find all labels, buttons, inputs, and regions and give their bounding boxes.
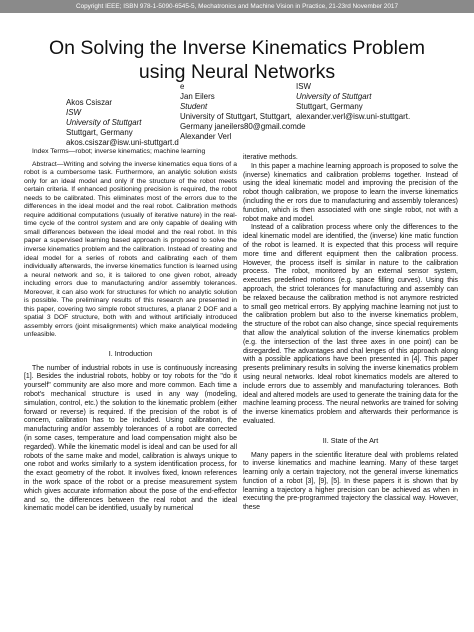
author-fragment: e	[180, 82, 185, 91]
author-location: Stuttgart, Germany	[296, 102, 363, 111]
author-email: akos.csiszar@isw.uni-stuttgart.d	[66, 138, 179, 147]
author-university: University of Stuttgart, Stuttgart,	[180, 112, 292, 121]
author-affiliation: ISW	[66, 108, 81, 117]
left-column	[24, 148, 237, 514]
body-paragraph: Many papers in the scientific literature deal with problems related to inverse kinematics and machine learning. Many of these target learning only a certain trajectory, not the general inverse kinematics function of a robot [3], [9], [5]. In these papers it is shown that by learning a trajectory a higher precision can be achieved as when in executing the pre-programmed trajectory the classical way. However, these	[243, 451, 458, 512]
author-name: Alexander Verl	[180, 132, 232, 141]
section-heading-state-of-the-art: II. State of the Art	[322, 435, 379, 445]
paper-title	[20, 36, 454, 84]
copyright-banner	[0, 0, 474, 13]
author-university: University of Stuttgart	[296, 92, 372, 101]
body-paragraph: Instead of a calibration process where only the differences to the ideal kinematic model are identified, the (inverse) kine matic function of the robot is learned. It is expected that this process will require more time and different equipment then the calibration process. However, the process itself is similar in nature to the calibration process. The robot, monitored by an external sensor system, executes predefined motions (e.g. space filling curves). Using this approach, the strict tolerances for manufacturing and assembly can be relaxed because the calibration method is not anymore restricted to small geo metrical errors. By applying machine learning not just to the calibration problem but also to the inverse kinematics problem, the structure of the robot can also change, since special requirements that allow the analytical solution of the inverse kinematics problem (e.g. the intersection of the last three axes in one point) can be disregarded. The advantages and chal lenges of this approach along with a possible applications have been presented in [4]. This paper presents preliminary results in solving the inverse kinematics problem using neural networks. Ideal robot kinematics models are altered to include errors due to assembly and manufacturing tolerances. Both ideal and altered models are used to generate the training data for the machine learning process. The neural networks are trained for solving the inverse kinematics problem and afterwards their performance is evaluated.	[243, 224, 458, 425]
author-university: University of Stuttgart	[66, 118, 142, 127]
author-email: alexander.verl@isw.uni-stuttgart.	[296, 112, 411, 121]
right-column	[243, 154, 458, 513]
author-location: Stuttgart, Germany	[66, 128, 133, 137]
introduction-paragraph: The number of industrial robots in use is continuously increasing [1]. Besides the industrial robots, hobby or toy robots for the "do it yourself" community are also more and more common. Each time a robot's mechanical structure is used in any way (modeling, simulation, control, etc.) the solution to the kinematic problem (either forward or reverse) is required. If the precision of the robot is of concern, calibration has to be included. Using calibration, the manufacturing and/or assembly tolerances of a robot are corrected (in some cases, temperature and load compensation might also be regarded). While the kinematic model is ideal and can be used for all robots of the same make and model, calibration is always unique to one robot and works similarly to a system identification process, for the exact geometry of the robot. It involves fixed, known references in the work space of the robot or a precise measurement system which gives accurate information about the pose of the end-effector and so, the differences between the real robot and the ideal kinematic model can be identified, usually by numerical	[24, 364, 237, 513]
author-affiliation: ISW	[296, 82, 311, 91]
author-affiliation: Student	[180, 102, 208, 111]
author-name: Jan Eilers	[180, 92, 215, 101]
title-line-1: On Solving the Inverse Kinematics Problem	[48, 37, 426, 59]
author-name: Akos Csiszar	[66, 98, 113, 107]
abstract: Abstract—Writing and solving the inverse kinematics equa tions of a robot is a cumbersome task. Furthermore, an analytic solution exists only for an ideal model and only if the structure of the robot meets certain criteria. If enhanced positioning precision is required, the robot needs to be calibrated. This eliminates most of the errors due to the differences in the ideal model and the real robot. Calibration methods require additional computations (usually of iterative nature) in the real-time cycle of the control system and are only capable of dealing with small differences between the ideal model and the real robot. In this paper a supervised learning based approach is proposed to solve the inverse kinematics problem and the calibration. Instead of creating and ideal model for a series of robots and calibrating each of them individually afterwards, the inverse kinematics function is learned using a neural network and so, it is tailored to one given robot, already including errors due to manufacturing and/or assembly tolerances. Moreover, it can also work for structures for which no analytic solution is possible. The preliminary results of this research are presented in this paper, covering two simple robot structures, a planar 2 DOF and a spatial 3 DOF structure, both with and without artificially introduced assembly errors (joint misalignments) which make analytical modeling unfeasible.	[24, 160, 237, 339]
body-paragraph: In this paper a machine learning approach is proposed to solve the (inverse) kinematics and calibration problems together. Instead of using the ideal kinematic model and improving the precision of the robot though calibration, we propose to learn the inverse kinematics (including the er rors due to manufacturing and assembly tolerances) function, which is then associated with one single robot, not with a robot make and model.	[243, 162, 458, 223]
title-line-2: using Neural Networks	[138, 61, 336, 83]
body-paragraph: iterative methods.	[243, 154, 298, 161]
copyright-text: Copyright IEEE; ISBN 978-1-5090-6545-5, Mechatronics and Machine Vision in Practice, 21-23rd November 2017	[75, 3, 399, 10]
index-terms: Index Terms—robot; inverse kinematics; machine learning	[32, 148, 206, 155]
author-email: Germany janeilers80@gmail.comde	[180, 122, 306, 131]
section-heading-introduction: I. Introduction	[108, 349, 153, 359]
